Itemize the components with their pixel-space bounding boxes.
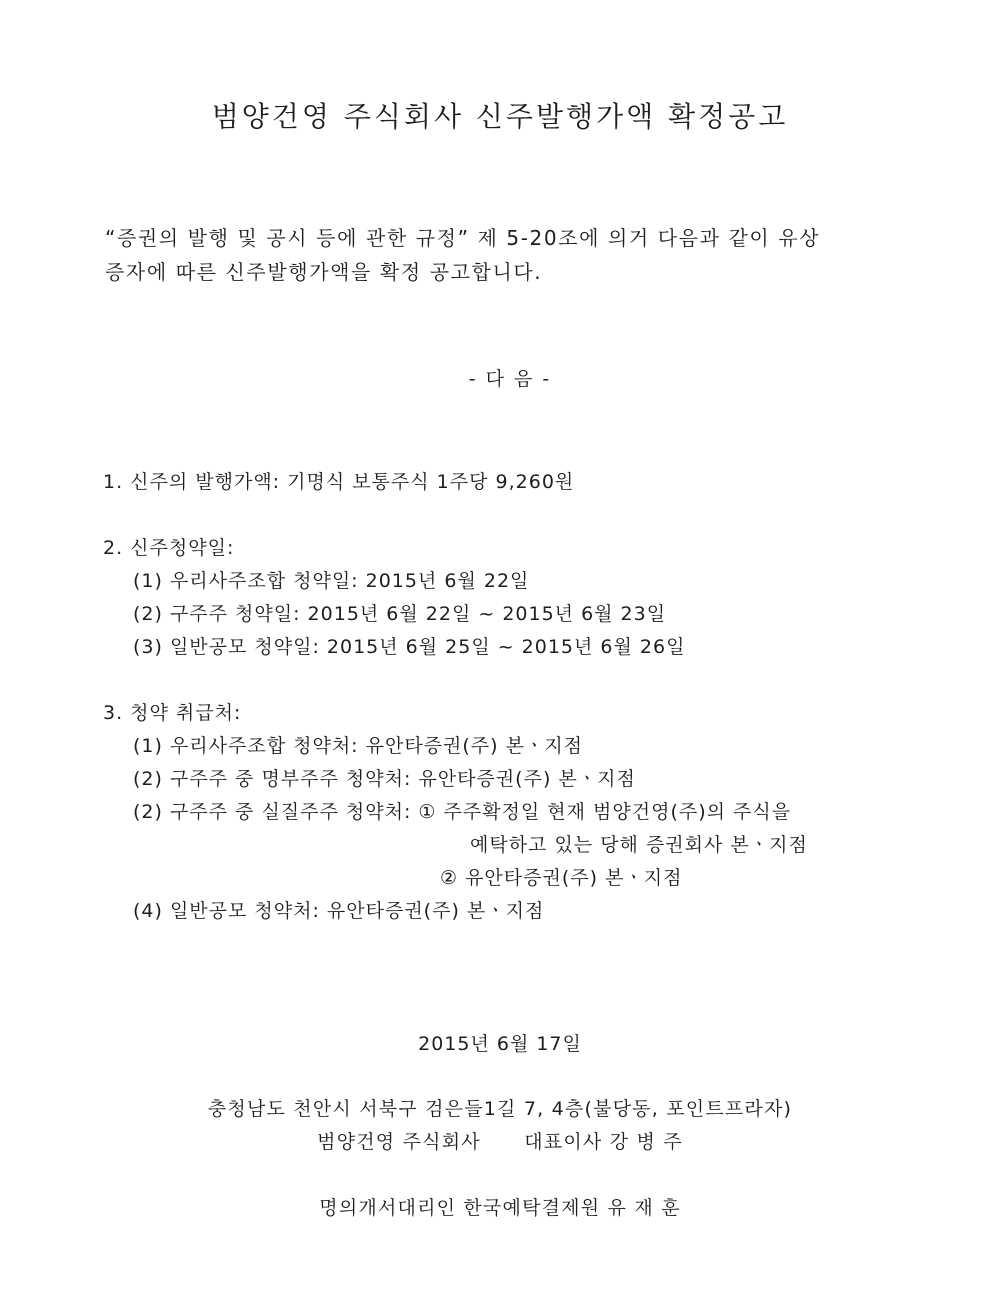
section-2-item: (2) 구주주 청약일: 2015년 6월 22일 ~ 2015년 6월 23일 (133, 603, 667, 625)
section-3-item: (2) 구주주 중 명부주주 청약처: 유안타증권(주) 본ㆍ지점 (133, 768, 636, 790)
section-3-item-continuation: 예탁하고 있는 당해 증권회사 본ㆍ지점 (470, 834, 808, 856)
page-title: 범양건영 주식회사 신주발행가액 확정공고 (211, 100, 789, 133)
transfer-agent: 명의개서대리인 한국예탁결제원 유 재 훈 (319, 1197, 681, 1219)
section-2-item: (3) 일반공모 청약일: 2015년 6월 25일 ~ 2015년 6월 26일 (133, 636, 686, 658)
section-3-heading: 3. 청약 취급처: (103, 702, 242, 724)
company-representative: 범양건영 주식회사 대표이사 강 병 주 (317, 1131, 683, 1153)
section-2-heading: 2. 신주청약일: (103, 537, 235, 559)
intro-line-2: 증자에 따른 신주발행가액을 확정 공고합니다. (105, 260, 543, 284)
section-separator: - 다 음 - (468, 368, 552, 390)
section-3-item: (4) 일반공모 청약처: 유안타증권(주) 본ㆍ지점 (133, 900, 545, 922)
section-3-item: (1) 우리사주조합 청약처: 유안타증권(주) 본ㆍ지점 (133, 735, 584, 757)
announcement-date: 2015년 6월 17일 (418, 1033, 582, 1055)
section-1-heading: 1. 신주의 발행가액: 기명식 보통주식 1주당 9,260원 (103, 471, 575, 493)
intro-line-1: “증권의 발행 및 공시 등에 관한 규정” 제 5-20조에 의거 다음과 같이 유상 (105, 226, 821, 250)
section-2-item: (1) 우리사주조합 청약일: 2015년 6월 22일 (133, 570, 530, 592)
section-3-subitem: ② 유안타증권(주) 본ㆍ지점 (440, 867, 683, 889)
section-3-item: (2) 구주주 중 실질주주 청약처: ① 주주확정일 현재 범양건영(주)의 주식을 (133, 801, 792, 823)
company-address: 충청남도 천안시 서북구 검은들1길 7, 4층(불당동, 포인트프라자) (207, 1098, 793, 1120)
